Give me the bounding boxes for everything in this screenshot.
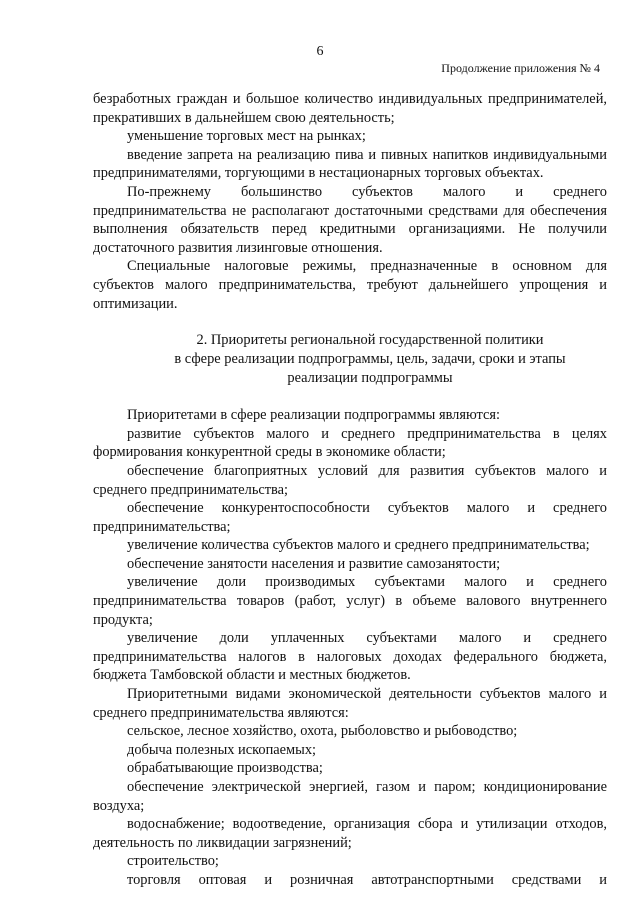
list-item: обрабатывающие производства; (127, 760, 323, 777)
section-heading-line: реализации подпрограммы (287, 370, 453, 387)
paragraph: Специальные налоговые режимы, предназначенные в основном для субъектов малого предпринимательства, требуют дальнейшего упрощения и оптимизации. (93, 258, 607, 312)
list-item: торговля оптовая и розничная автотранспортными средствами и (127, 871, 607, 888)
list-item: увеличение количества субъектов малого и среднего предпринимательства; (127, 537, 590, 554)
list-item: строительство; (127, 853, 219, 870)
list-item: обеспечение электрической энергией, газом и паром; кондиционирование воздуха; (93, 779, 607, 814)
list-item: развитие субъектов малого и среднего предпринимательства в целях формирования конкурентной среды в экономике области; (93, 425, 607, 461)
list-item: обеспечение благоприятных условий для развития субъектов малого и среднего предпринимательства; (93, 462, 607, 498)
document-body (93, 90, 607, 890)
section-heading-line: 2. Приоритеты региональной государственной политики (196, 332, 544, 349)
paragraph: Приоритетными видами экономической деятельности субъектов малого и среднего предпринимательства являются: (93, 686, 607, 721)
paragraph: введение запрета на реализацию пива и пивных напитков индивидуальными предпринимателями, торгующими в нестационарных торговых объектах. (93, 146, 607, 182)
list-item: добыча полезных ископаемых; (127, 741, 317, 758)
section-heading (93, 331, 607, 388)
paragraph: Приоритетами в сфере реализации подпрограммы являются: (127, 407, 501, 424)
paragraph: По-прежнему большинство субъектов малого и среднего предпринимательства не располагают достаточными средствами для обеспечения выполнения обязательств перед кредитными организациями. Не получили достаточного развития лизинговые отношения. (93, 183, 607, 256)
list-item: увеличение доли уплаченных субъектами малого и среднего предпринимательства налогов в налоговых доходах федерального бюджета, бюджета Тамбовской области и местных бюджетов. (93, 630, 607, 684)
list-item: обеспечение конкурентоспособности субъектов малого и среднего предпринимательства; (93, 500, 607, 535)
list-item: обеспечение занятости населения и развитие самозанятости; (127, 555, 501, 572)
list-item: водоснабжение; водоотведение, организация сбора и утилизации отходов, деятельность по ликвидации загрязнений; (93, 816, 607, 851)
appendix-continuation-label: Продолжение приложения № 4 (441, 61, 600, 75)
list-item: сельское, лесное хозяйство, охота, рыболовство и рыбоводство; (127, 723, 518, 740)
section-heading-line: в сфере реализации подпрограммы, цель, задачи, сроки и этапы (174, 351, 566, 368)
paragraph: безработных граждан и большое количество индивидуальных предпринимателей, прекративших в дальнейшем свою деятельность; (93, 91, 607, 126)
list-item: увеличение доли производимых субъектами малого и среднего предпринимательства товаров (работ, услуг) в объеме валового внутреннего продукта; (93, 574, 607, 628)
paragraph: уменьшение торговых мест на рынках; (127, 128, 366, 145)
page-number: 6 (316, 44, 324, 59)
